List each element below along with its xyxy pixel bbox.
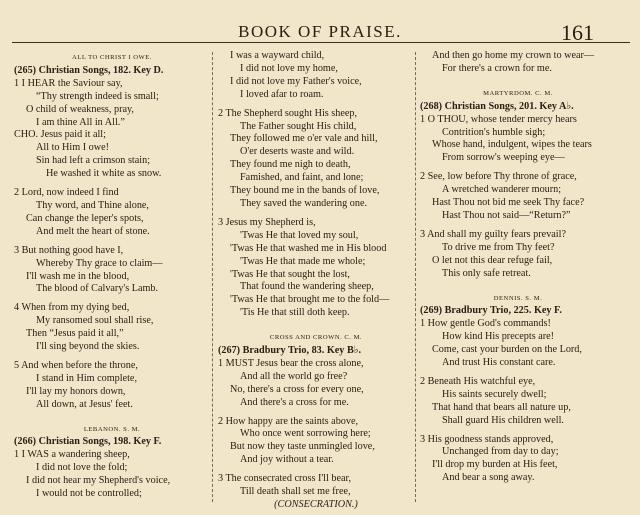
verse-line: This only safe retreat. <box>442 267 531 279</box>
verse-line: 'Twas He that made me whole; <box>240 255 366 267</box>
verse-line: I did not love my Father's voice, <box>230 75 362 87</box>
verse-line: My ransomed soul shall rise, <box>36 315 154 327</box>
verse-line: A wretched wanderer mourn; <box>442 184 562 196</box>
verse-line: 3 The consecrated cross I'll bear, <box>218 473 352 485</box>
verse-line: Come, cast your burden on the Lord, <box>432 344 582 356</box>
verse-line: 'Tis He that still doth keep. <box>240 307 350 319</box>
verse-line: O let not this dear refuge fail, <box>432 254 553 266</box>
verse-line: 1 O THOU, whose tender mercy hears <box>420 113 577 125</box>
verse-line: O child of weakness, pray, <box>26 103 134 115</box>
hymn-number-line: (267) Bradbury Trio, 83. Key B♭. <box>218 345 362 357</box>
verse-line: 2 Lord, now indeed I find <box>14 187 119 199</box>
verse-line: The blood of Calvary's Lamb. <box>36 283 159 295</box>
verse-line: Till death shall set me free, <box>240 486 351 498</box>
verse-line: 'Twas He that loved my soul, <box>240 229 359 241</box>
verse-line: And trust His constant care. <box>442 357 556 369</box>
verse-line: Sin had left a crimson stain; <box>36 155 151 167</box>
verse-line: All to Him I owe! <box>36 142 109 154</box>
verse-line: 'Twas He that washed me in His blood <box>230 242 387 254</box>
tune-name: DENNIS. S. M. <box>493 294 543 302</box>
verse-line: O'er deserts waste and wild. <box>240 146 355 158</box>
verse-line: And all the world go free? <box>240 370 348 382</box>
verse-line: Contrition's humble sigh; <box>442 126 546 138</box>
verse-line: But now they taste unmingled love, <box>230 441 375 453</box>
verse-line: And bear a song away. <box>442 472 535 484</box>
verse-line: He washed it white as snow. <box>46 168 162 180</box>
verse-line: I stand in Him complete, <box>36 372 138 384</box>
verse-line: That found the wandering sheep, <box>240 281 374 293</box>
tune-reference: (CONSECRATION.) <box>274 499 358 510</box>
page-number: 161 <box>561 20 594 45</box>
verse-line: And melt the heart of stone. <box>36 225 150 237</box>
verse-line: They followed me o'er vale and hill, <box>230 133 378 145</box>
stanza-gap <box>14 412 210 418</box>
hymn-column-3 <box>420 50 616 485</box>
verse-line: I loved afar to roam. <box>240 88 324 100</box>
verse-line: No, there's a cross for every one, <box>230 383 364 395</box>
verse-line: Then “Jesus paid it all,” <box>26 328 124 340</box>
verse-line: For there's a crown for me. <box>442 62 552 74</box>
column-divider <box>212 52 213 502</box>
verse-line: How kind His precepts are! <box>442 331 555 343</box>
verse-line: His saints securely dwell; <box>442 388 547 400</box>
hymn-column-2 <box>218 50 414 512</box>
verse-line: I'll sing beyond the skies. <box>36 341 140 353</box>
verse-line: I did not hear my Shepherd's voice, <box>26 475 171 487</box>
page-title: BOOK OF PRAISE. <box>238 22 402 41</box>
verse-line: 1 I HEAR the Saviour say, <box>14 77 123 89</box>
verse-line: Thy word, and Thine alone, <box>36 199 149 211</box>
verse-line: 1 I WAS a wandering sheep, <box>14 449 130 461</box>
verse-line: 3 But nothing good have I, <box>14 244 124 256</box>
verse-line: Whose hand, indulgent, wipes the tears <box>432 139 592 151</box>
stanza-gap <box>218 320 414 326</box>
hymn-number-line: (265) Christian Songs, 182. Key D. <box>14 64 164 76</box>
verse-line: 4 When from my dying bed, <box>14 302 130 314</box>
verse-line: I would not be controlled; <box>36 488 142 500</box>
tune-name: MARTYRDOM. C. M. <box>483 89 553 97</box>
column-divider <box>415 52 416 502</box>
verse-line: CHO. Jesus paid it all; <box>14 129 106 141</box>
verse-line: 2 The Shepherd sought His sheep, <box>218 107 358 119</box>
stanza-gap <box>420 76 616 82</box>
verse-line: Whereby Thy grace to claim— <box>36 257 163 269</box>
verse-line: From sorrow's weeping eye— <box>442 152 565 164</box>
tune-name: LEBANON. S. M. <box>83 425 141 433</box>
verse-line: Who once went sorrowing here; <box>240 428 371 440</box>
verse-line: 1 MUST Jesus bear the cross alone, <box>218 357 364 369</box>
verse-line: I'll lay my honors down, <box>26 385 126 397</box>
verse-line: They saved the wandering one. <box>240 197 368 209</box>
verse-line: To drive me from Thy feet? <box>442 241 555 253</box>
verse-line: “Thy strength indeed is small; <box>36 90 159 102</box>
verse-line: I did not love my home, <box>240 62 338 74</box>
verse-line: 2 Beneath His watchful eye, <box>420 375 536 387</box>
tune-name: ALL TO CHRIST I OWE. <box>72 54 152 61</box>
verse-line: 2 How happy are the saints above, <box>218 415 359 427</box>
verse-line: I did not love the fold; <box>36 462 128 474</box>
verse-line: 3 His goodness stands approved, <box>420 433 554 445</box>
stanza-gap <box>420 281 616 287</box>
verse-line: They found me nigh to death, <box>230 159 351 171</box>
header-rule <box>12 42 630 43</box>
hymn-number-line: (268) Christian Songs, 201. Key A♭. <box>420 100 574 112</box>
verse-line: And then go home my crown to wear— <box>432 50 595 61</box>
verse-line: I'll wash me in the blood, <box>26 270 130 282</box>
verse-line: Unchanged from day to day; <box>442 446 559 458</box>
verse-line: That hand that bears all nature up, <box>432 401 571 413</box>
verse-line: And there's a cross for me. <box>240 396 349 408</box>
verse-line: I am thine All in All.” <box>36 116 125 128</box>
verse-line: 'Twas He that brought me to the fold— <box>230 294 390 306</box>
verse-line: And joy without a tear. <box>240 454 334 466</box>
hymn-number-line: (266) Christian Songs, 198. Key F. <box>14 436 162 448</box>
verse-line: 2 See, low before Thy throne of grace, <box>420 171 577 183</box>
verse-line: 5 And when before the throne, <box>14 359 138 371</box>
verse-line: They bound me in the bands of love, <box>230 185 380 197</box>
verse-line: 'Twas He that sought the lost, <box>230 268 350 280</box>
verse-line: Hast Thou not said—“Return?” <box>442 209 571 221</box>
verse-line: I'll drop my burden at His feet, <box>432 459 558 471</box>
hymn-column-1 <box>14 50 210 501</box>
verse-line: All down, at Jesus' feet. <box>36 398 133 410</box>
verse-line: Hast Thou not bid me seek Thy face? <box>432 197 585 209</box>
verse-line: 3 And shall my guilty fears prevail? <box>420 228 566 240</box>
tune-name: CROSS AND CROWN. C. M. <box>269 334 363 342</box>
verse-line: Can change the leper's spots, <box>26 212 144 224</box>
hymn-number-line: (269) Bradbury Trio, 225. Key F. <box>420 305 562 317</box>
verse-line: 1 How gentle God's commands! <box>420 318 551 330</box>
verse-line: Famished, and faint, and lone; <box>240 172 364 184</box>
verse-line: Shall guard His children well. <box>442 414 564 426</box>
verse-line: 3 Jesus my Shepherd is, <box>218 216 316 228</box>
page-header <box>0 22 640 48</box>
verse-line: I was a wayward child, <box>230 50 325 61</box>
verse-line: The Father sought His child, <box>240 120 357 132</box>
